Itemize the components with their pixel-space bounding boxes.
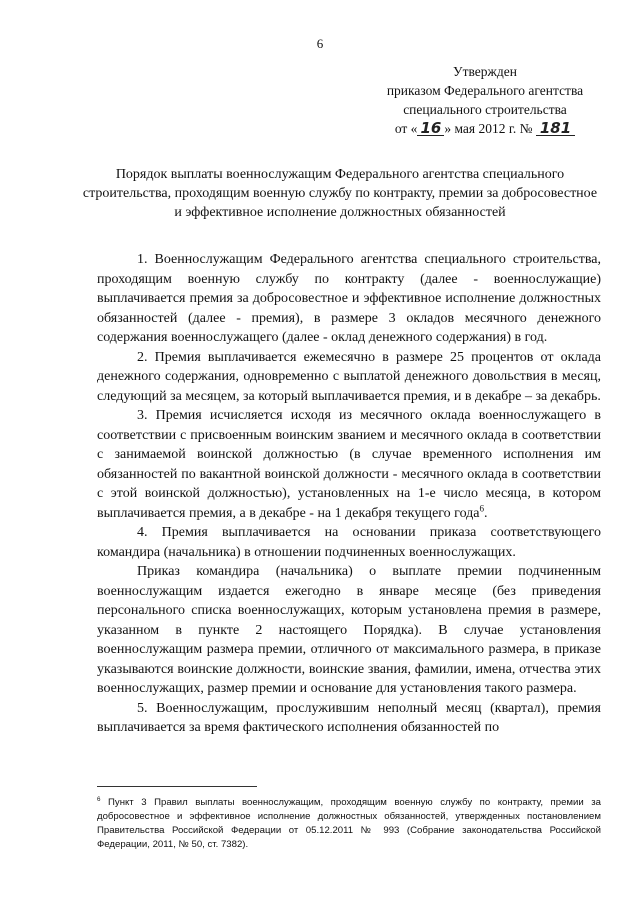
document-title: Порядок выплаты военнослужащим Федерального агентства специального строительства, проходящим военную службу по контракту, премии за добросовестное и эффективное исполнение должностных обязанностей — [82, 167, 598, 220]
approval-date-line — [360, 119, 610, 138]
paragraph-2: 2. Премия выплачивается ежемесячно в размере 25 процентов от оклада денежного содержания, одновременно с выплатой денежного довольствия в месяц, следующий за месяцем, за который выплачивается премия, и в декабре – за декабрь. — [97, 349, 601, 404]
approval-line-3: специального строительства — [403, 102, 567, 117]
paragraph-1: 1. Военнослужащим Федерального агентства специального строительства, проходящим военную службу по контракту (далее - военнослужащие) выплачивается премия за добросовестное и эффективное исполнение должностных обязанностей (далее - премия), в размере 3 окладов месячного денежного содержания военнослужащего (далее - оклад денежного содержания) в год. — [97, 252, 601, 345]
handwritten-order-number: 181 — [536, 121, 575, 136]
paragraph-4: 4. Премия выплачивается на основании приказа соответствующего командира (начальника) в отношении подчиненных военнослужащих. — [97, 525, 601, 560]
approval-block — [360, 62, 610, 138]
footnote-marker: 6 — [97, 795, 101, 803]
document-body — [97, 250, 601, 738]
page-number: 6 — [316, 36, 324, 51]
paragraph-4-continued: Приказ командира (начальника) о выплате премии подчиненным военнослужащим издается ежегодно в январе месяце (без приведения персонального списка военнослужащих, которым установлена премия в размере, указанном в пункте 2 настоящего Порядка). В случае установления военнослужащим размера премии, отличного от максимального размера, в приказе указываются воинские должности, воинские звания, фамилии, имена, отчества этих военнослужащих, размер премии и основание для установления такого размера. — [97, 564, 601, 696]
footnote-text: Пункт 3 Правил выплаты военнослужащим, проходящим военную службу по контракту, премии за добросовестное и эффективное исполнение должностных обязанностей, утвержденных постановлением Правительства Российской Федерации от 05.12.2011 № 993 (Собрание законодательства Российской Федерации, 2011, № 50, ст. 7382). — [97, 797, 602, 850]
approval-line-2: приказом Федерального агентства — [386, 83, 584, 98]
paragraph-5: 5. Военнослужащим, прослужившим неполный месяц (квартал), премия выплачивается за время фактического исполнения обязанностей по — [97, 700, 601, 735]
footnote-reference: 6 — [479, 502, 485, 513]
footnote-divider — [97, 786, 257, 787]
paragraph-3-text: 3. Премия исчисляется исходя из месячного оклада военнослужащего в соответствии с присвоенным воинским званием и месячного оклада в соответствии с занимаемой воинской должностью (в случае временного исполнения им обязанностей по вакантной воинской должности - месячного оклада в соответствии с этой воинской должностью), установленных на 1-е число месяца, в котором выплачивается премия, а в декабре - на 1 декабря текущего года — [97, 408, 601, 521]
date-middle: » мая 2012 г. № — [444, 121, 533, 136]
approval-line-1: Утвержден — [453, 64, 517, 79]
footnote — [97, 796, 601, 852]
handwritten-day: 16 — [417, 121, 444, 136]
date-prefix: от « — [394, 121, 418, 136]
paragraph-3: 3. Премия исчисляется исходя из месячного оклада военнослужащего в соответствии с присвоенным воинским званием и месячного оклада в соответствии с занимаемой воинской должностью (в случае временного исполнения им обязанностей по вакантной воинской должности - месячного оклада в соответствии с этой воинской должностью), установленных на 1-е число месяца, в котором выплачивается премия, а в декабре - на 1 декабря текущего года$^6$. — [97, 408, 601, 521]
